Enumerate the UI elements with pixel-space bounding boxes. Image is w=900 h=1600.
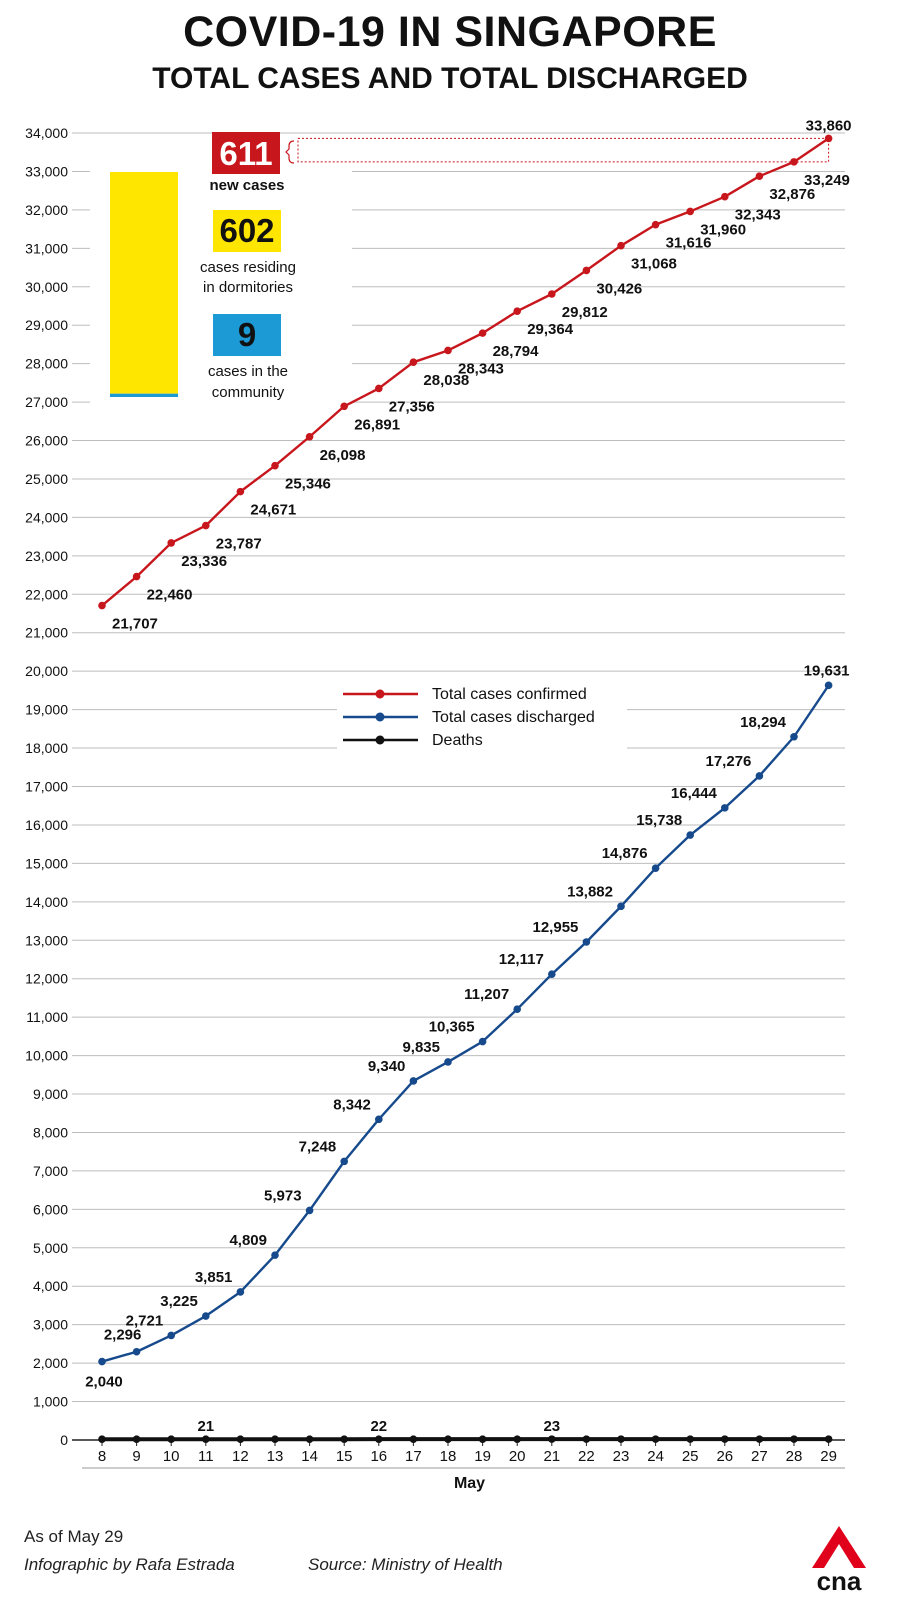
dormitory-label: in dormitories [202,279,294,296]
data-label: 11,207 [464,986,510,1004]
x-tick-label: 15 [335,1448,353,1465]
data-label: 29,812 [561,303,608,321]
data-label: 30,426 [596,280,643,298]
data-point [306,1435,314,1443]
cna-logo [808,1524,870,1594]
data-point [513,1005,521,1013]
data-point [410,358,418,366]
x-tick-label: 25 [681,1448,699,1465]
x-tick-label: 24 [647,1448,664,1465]
chart-subtitle: TOTAL CASES AND TOTAL DISCHARGED [152,62,748,95]
x-tick-label: 28 [785,1448,803,1465]
y-tick-label: 34,000 [25,125,68,141]
data-label: 32,343 [734,206,781,224]
data-point [271,462,279,470]
source-text: Source: Ministry of Health [308,1555,503,1574]
community-bar [110,394,178,397]
x-tick-label: 19 [474,1448,491,1465]
data-point [548,1435,556,1443]
data-label: 28,038 [423,372,470,390]
data-label: 7,248 [298,1138,337,1156]
data-label: 13,882 [567,883,613,901]
y-tick-label: 25,000 [25,470,68,487]
x-axis-label: May [453,1475,486,1492]
x-tick-label: 10 [162,1448,180,1465]
data-point [617,1435,625,1443]
data-label: 3,225 [160,1293,198,1311]
data-point [98,602,106,610]
data-label: 28,794 [492,343,539,361]
data-point [375,385,383,393]
data-label: 10,365 [428,1018,475,1036]
data-point [167,1332,175,1340]
community-value: 9 [237,316,257,353]
y-tick-label: 4,000 [32,1278,68,1295]
data-label: 33,249 [804,171,850,189]
data-point [583,1435,591,1443]
dormitory-value: 602 [219,212,275,249]
data-point [479,329,487,337]
as-of-date: As of May 29 [24,1527,124,1546]
data-point [652,1435,660,1443]
y-tick-label: 16,000 [25,816,68,833]
y-tick-label: 26,000 [25,432,68,449]
data-label: 26,891 [354,416,401,434]
data-label: 22,460 [146,586,193,604]
data-label: 27,356 [388,398,435,416]
deaths-label: 23 [543,1418,561,1435]
y-tick-label: 2,000 [32,1355,68,1372]
data-point [271,1435,279,1443]
x-tick-label: 11 [198,1448,214,1465]
data-point [202,1312,210,1320]
y-tick-label: 7,000 [32,1162,68,1179]
data-label: 17,276 [705,752,752,770]
x-tick-label: 8 [97,1448,107,1465]
data-point [825,682,833,690]
data-point [756,772,764,780]
data-label: 19,631 [803,662,850,680]
x-tick-label: 22 [578,1448,595,1465]
data-label: 31,616 [665,234,712,252]
data-point [444,1435,452,1443]
data-point [133,1348,141,1356]
data-label: 33,860 [805,117,852,135]
x-tick-label: 16 [370,1448,388,1465]
chart-title: COVID-19 IN SINGAPORE [183,8,717,56]
deaths-label: 22 [370,1418,388,1435]
legend-label: Deaths [432,732,483,749]
data-label: 14,876 [601,845,648,863]
data-point [548,970,556,978]
y-tick-label: 9,000 [32,1086,68,1103]
data-point [133,573,141,581]
data-label: 12,955 [532,918,579,936]
x-tick-label: 18 [439,1448,457,1465]
y-tick-label: 27,000 [25,394,68,411]
data-point [167,539,175,547]
data-point [825,1435,833,1443]
data-point [340,1158,348,1166]
data-label: 18,294 [740,713,786,731]
data-label: 23,787 [215,535,262,553]
data-label: 8,342 [333,1096,371,1114]
data-point [513,1435,521,1443]
community-label: cases in the [207,363,289,380]
new-cases-value: 611 [219,135,273,172]
y-tick-label: 6,000 [32,1201,68,1218]
daily-increase-callout [298,138,829,161]
data-label: 9,835 [402,1038,440,1056]
data-point [756,1435,764,1443]
data-label: 2,040 [85,1373,123,1391]
x-tick-label: 23 [612,1448,630,1465]
data-point [479,1038,487,1046]
data-point [237,488,245,496]
data-label: 25,346 [285,475,331,493]
data-point [410,1435,418,1443]
data-point [340,1435,348,1443]
data-point [306,433,314,441]
data-point [237,1435,245,1443]
data-label: 31,960 [700,221,747,239]
svg-text:cna: cna [816,1566,862,1594]
legend-swatch-dot [376,690,385,699]
community-label: community [211,384,285,401]
x-tick-label: 12 [232,1448,249,1465]
data-point [721,804,729,812]
data-point [790,1435,798,1443]
data-point [98,1435,106,1443]
y-tick-label: 22,000 [25,586,68,603]
data-point [686,208,694,216]
data-point [133,1435,141,1443]
data-point [790,733,798,741]
x-tick-label: 14 [301,1448,318,1465]
data-point [652,221,660,229]
y-tick-label: 11,000 [26,1009,68,1026]
legend-label: Total cases confirmed [432,686,587,703]
data-point [617,903,625,911]
credit-text: Infographic by Rafa Estrada [24,1555,235,1574]
data-point [375,1116,383,1124]
data-point [98,1358,106,1366]
data-label: 32,876 [769,186,816,204]
x-tick-label: 20 [508,1448,526,1465]
data-label: 15,738 [636,812,683,830]
y-tick-label: 10,000 [25,1047,68,1064]
y-tick-label: 23,000 [25,547,68,564]
data-point [375,1435,383,1443]
x-tick-label: 17 [405,1448,422,1465]
data-label: 26,098 [319,446,366,464]
data-point [652,864,660,872]
y-tick-label: 28,000 [25,355,68,372]
data-point [444,1058,452,1066]
data-point [167,1435,175,1443]
y-tick-label: 8,000 [32,1124,68,1141]
data-point [513,307,521,315]
y-tick-label: 19,000 [25,701,68,718]
data-point [306,1207,314,1215]
data-label: 9,340 [367,1057,406,1075]
data-point [237,1288,245,1296]
y-tick-label: 24,000 [25,509,68,526]
y-tick-label: 3,000 [32,1316,68,1333]
x-tick-label: 26 [716,1448,734,1465]
data-point [444,347,452,355]
data-label: 2,296 [103,1326,142,1344]
data-label: 4,809 [229,1232,267,1250]
data-label: 12,117 [498,951,544,969]
y-tick-label: 33,000 [25,163,68,180]
y-tick-label: 17,000 [25,778,68,795]
dormitory-label: cases residing [200,259,296,276]
data-label: 31,068 [631,255,677,273]
y-tick-label: 13,000 [25,932,68,949]
y-tick-label: 15,000 [25,855,68,872]
x-tick-label: 27 [751,1448,768,1465]
data-point [548,290,556,298]
y-tick-label: 14,000 [25,893,68,910]
y-tick-label: 5,000 [32,1239,68,1256]
data-point [583,267,591,275]
data-point [721,193,729,201]
data-point [340,402,348,410]
data-label: 16,444 [670,784,717,802]
data-point [271,1251,279,1259]
new-cases-label: new cases [209,177,285,194]
x-tick-label: 13 [266,1448,284,1465]
x-tick-label: 9 [132,1448,141,1465]
deaths-label: 21 [197,1418,215,1435]
data-point [686,831,694,839]
data-label: 28,343 [458,360,504,378]
dormitory-bar [110,172,178,394]
x-tick-label: 21 [543,1448,561,1465]
legend-label: Total cases discharged [432,709,595,726]
data-label: 2,721 [125,1312,164,1330]
y-tick-label: 29,000 [25,317,68,334]
y-tick-label: 30,000 [25,278,68,295]
y-tick-label: 21,000 [25,624,68,641]
data-label: 24,671 [250,501,297,519]
legend-swatch-dot [376,736,385,745]
y-tick-label: 0 [60,1432,68,1448]
data-point [202,522,210,530]
data-point [479,1435,487,1443]
data-point [721,1435,729,1443]
y-tick-label: 20,000 [25,663,68,680]
x-tick-label: 29 [820,1448,837,1465]
data-label: 21,707 [112,615,158,633]
data-label: 29,364 [527,321,574,339]
data-point [617,242,625,250]
data-point [583,938,591,946]
y-tick-label: 31,000 [25,240,68,257]
data-point [202,1435,210,1443]
y-tick-label: 32,000 [25,201,68,218]
data-point [756,172,764,180]
y-tick-label: 12,000 [25,970,68,987]
data-point [686,1435,694,1443]
y-tick-label: 18,000 [25,740,68,757]
data-label: 23,336 [181,552,228,570]
y-tick-label: 1,000 [32,1393,68,1410]
data-point [410,1077,418,1085]
data-label: 5,973 [264,1187,302,1205]
data-label: 3,851 [194,1268,233,1286]
legend-swatch-dot [376,713,385,722]
